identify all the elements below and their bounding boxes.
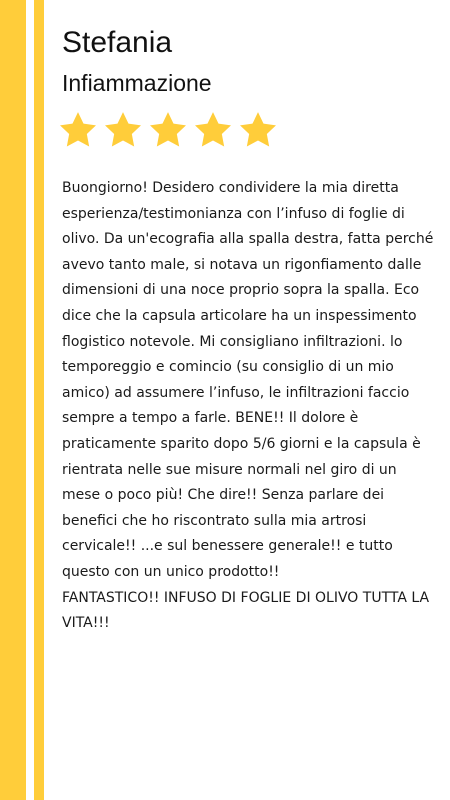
accent-stripe-wide	[0, 0, 26, 800]
star-rating	[58, 110, 278, 150]
author-name: Stefania	[62, 26, 173, 59]
star-icon	[148, 110, 188, 150]
testimonial-text: Buongiorno! Desidero condividere la mia diretta esperienza/testimonianza con l’infuso di foglie di olivo. Da un'ecografia alla spalla destra, fatta perché avevo tanto male, si notava un rigonfiamento dalle dimensioni di una noce proprio sopra la spalla. Eco dice che la capsula articolare ha un inspessimento flogistico notevole. Mi consigliano infiltrazioni. lo temporeggio e comincio (su consiglio di un mio amico) ad assumere l’infuso, le infiltrazioni faccio sempre a tempo a farle. BENE!! Il dolore è praticamente sparito dopo 5/6 giorni e la capsula è rientrata nelle sue misure normali nel giro di un mese o poco più! Che dire!! Senza parlare dei benefici che ho riscontrato sulla mia artrosi cervicale!! ...e sul benessere generale!! e tutto questo con un unico prodotto!! FANTASTICO!! INFUSO DI FOGLIE DI OLIVO TUTTA LA VITA!!!	[62, 180, 434, 632]
star-icon	[103, 110, 143, 150]
star-icon	[58, 110, 98, 150]
testimonial-category: Infiammazione	[62, 70, 212, 96]
accent-stripe-thin	[34, 0, 44, 800]
star-icon	[238, 110, 278, 150]
star-icon	[193, 110, 233, 150]
